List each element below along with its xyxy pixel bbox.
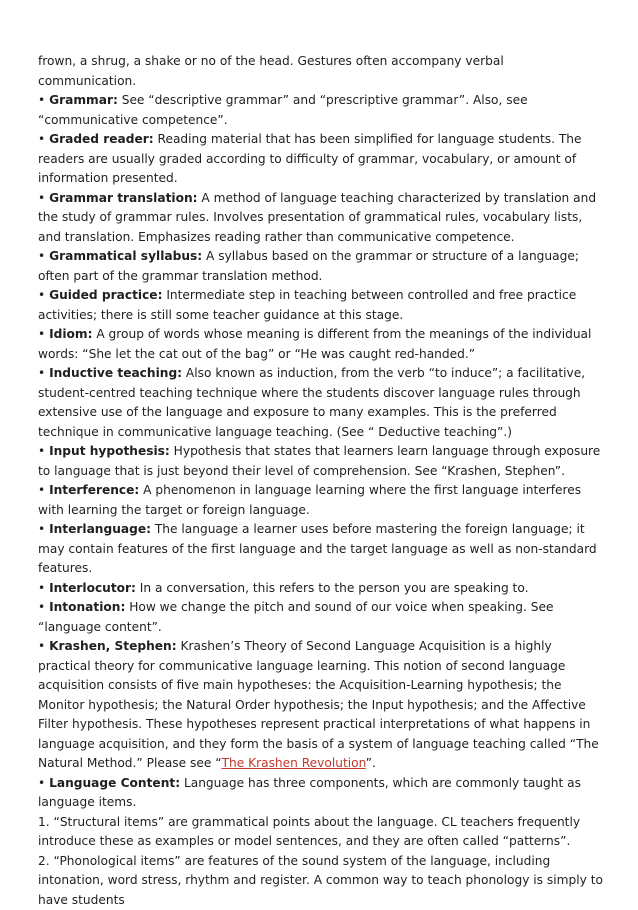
glossary-entry-guided-practice xyxy=(38,286,604,325)
term: Input hypothesis: xyxy=(49,444,170,458)
definition: A method of language teaching characterized by translation and the study of grammar rules. Involves presentation of grammatical rules, vocabulary lists, and translation. Emphasizes reading rather than communicative competence. xyxy=(38,191,596,244)
bullet: • xyxy=(38,444,45,458)
glossary-entry-interlanguage xyxy=(38,520,604,579)
bullet: • xyxy=(38,93,45,107)
term: Grammar translation: xyxy=(49,191,197,205)
bullet: • xyxy=(38,366,45,380)
bullet: • xyxy=(38,483,45,497)
glossary-entry-language-content xyxy=(38,774,604,813)
definition: In a conversation, this refers to the person you are speaking to. xyxy=(136,581,529,595)
term: Interlanguage: xyxy=(49,522,151,536)
glossary-entry-interlocutor xyxy=(38,579,604,599)
term: Grammatical syllabus: xyxy=(49,249,202,263)
definition: A group of words whose meaning is different from the meanings of the individual words: “She let the cat out of the bag” or “He was caught red-handed.” xyxy=(38,327,591,361)
definition: Hypothesis that states that learners learn language through exposure to language that is just beyond their level of comprehension. See “Krashen, Stephen”. xyxy=(38,444,600,478)
term: Interference: xyxy=(49,483,139,497)
bullet: • xyxy=(38,288,45,302)
definition-tail: ”. xyxy=(366,756,376,770)
definition: Krashen’s Theory of Second Language Acquisition is a highly practical theory for communicative language learning. This notion of second language acquisition consists of five main hypotheses: the Acquisition-Learning hypothesis; the Monitor hypothesis; the Natural Order hypothesis; the Input hypothesis; and the Affective Filter hypothesis. These hypotheses represent practical interpretations of what happens in language acquisition, and they form the basis of a system of language teaching called “The Natural Method.” Please see “ xyxy=(38,639,599,770)
term: Interlocutor: xyxy=(49,581,136,595)
bullet: • xyxy=(38,600,45,614)
term: Grammar: xyxy=(49,93,118,107)
bullet: • xyxy=(38,132,45,146)
glossary-entry-input-hypothesis xyxy=(38,442,604,481)
krashen-revolution-link[interactable]: The Krashen Revolution xyxy=(222,756,366,770)
bullet: • xyxy=(38,581,45,595)
term: Inductive teaching: xyxy=(49,366,182,380)
term: Idiom: xyxy=(49,327,92,341)
glossary-entry-krashen xyxy=(38,637,604,774)
bullet: • xyxy=(38,639,45,653)
glossary-entry-grammar-translation xyxy=(38,189,604,248)
glossary-entry-interference xyxy=(38,481,604,520)
term: Language Content: xyxy=(49,776,180,790)
definition: Intermediate step in teaching between controlled and free practice activities; there is still some teacher guidance at this stage. xyxy=(38,288,576,322)
definition: A syllabus based on the grammar or structure of a language; often part of the grammar translation method. xyxy=(38,249,579,283)
numbered-item-phonological: 2. “Phonological items” are features of the sound system of the language, including intonation, word stress, rhythm and register. A common way to teach phonology is simply to have students xyxy=(38,852,604,910)
term: Graded reader: xyxy=(49,132,154,146)
term: Intonation: xyxy=(49,600,125,614)
definition: Also known as induction, from the verb “to induce”; a facilitative, student-centred teaching technique where the students discover language rules through extensive use of the language and exposure to many examples. This is the preferred technique in communicative language teaching. (See “ Deductive teaching”.) xyxy=(38,366,585,439)
bullet: • xyxy=(38,327,45,341)
definition: How we change the pitch and sound of our voice when speaking. See “language content”. xyxy=(38,600,554,634)
bullet: • xyxy=(38,191,45,205)
definition: Reading material that has been simplified for language students. The readers are usually graded according to difficulty of grammar, vocabulary, or amount of information presented. xyxy=(38,132,582,185)
bullet: • xyxy=(38,249,45,263)
numbered-item-structural: 1. “Structural items” are grammatical points about the language. CL teachers frequently introduce these as examples or model sentences, and they are often called “patterns”. xyxy=(38,813,604,852)
glossary-entry-idiom xyxy=(38,325,604,364)
definition: Language has three components, which are commonly taught as language items. xyxy=(38,776,581,810)
glossary-entry-graded-reader xyxy=(38,130,604,189)
definition: The language a learner uses before mastering the foreign language; it may contain features of the first language and the target language as well as non-standard features. xyxy=(38,522,597,575)
glossary-entry-grammar xyxy=(38,91,604,130)
glossary-entry-grammatical-syllabus xyxy=(38,247,604,286)
term: Krashen, Stephen: xyxy=(49,639,177,653)
definition: See “descriptive grammar” and “prescriptive grammar”. Also, see “communicative competence”. xyxy=(38,93,528,127)
definition: A phenomenon in language learning where the first language interferes with learning the target or foreign language. xyxy=(38,483,581,517)
bullet: • xyxy=(38,776,45,790)
bullet: • xyxy=(38,522,45,536)
top-fragment: frown, a shrug, a shake or no of the head. Gestures often accompany verbal communication. xyxy=(38,52,604,91)
document-page xyxy=(38,52,604,910)
term: Guided practice: xyxy=(49,288,162,302)
glossary-entry-inductive-teaching xyxy=(38,364,604,442)
glossary-entry-intonation xyxy=(38,598,604,637)
